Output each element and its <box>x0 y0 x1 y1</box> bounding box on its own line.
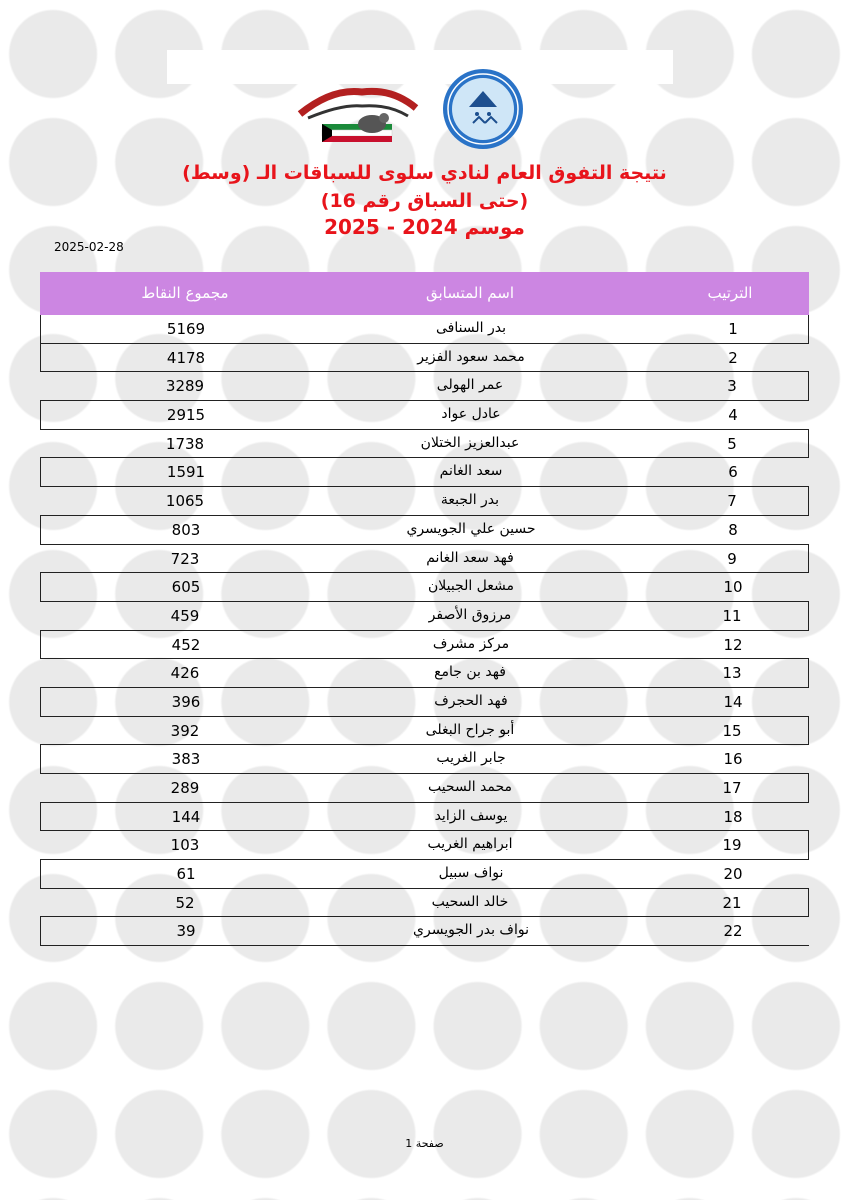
row-name: مرزوق الأصفر <box>428 606 512 623</box>
row-rank: 20 <box>723 865 743 884</box>
row-name: فهد بن جامع <box>434 664 506 681</box>
federation-emblem <box>441 67 525 151</box>
row-points: 144 <box>171 807 201 826</box>
row-name: محمد سعود الفزير <box>417 348 525 365</box>
table-row <box>40 602 809 631</box>
table-row <box>40 545 809 574</box>
table-row <box>40 516 809 545</box>
row-rank: 10 <box>723 578 743 597</box>
table-row <box>40 401 809 430</box>
row-rank: 18 <box>723 807 743 826</box>
row-points: 426 <box>170 664 200 683</box>
table-row <box>40 917 809 946</box>
row-points: 1591 <box>166 463 206 482</box>
row-name: بدر الجبعة <box>440 492 500 509</box>
row-points: 39 <box>176 922 196 941</box>
table-row <box>40 688 809 717</box>
row-rank: 9 <box>727 549 737 568</box>
table-row <box>40 631 809 660</box>
row-name: محمد السحيب <box>427 779 513 795</box>
row-points: 605 <box>171 578 201 597</box>
table-row <box>40 774 809 803</box>
report-subtitle: (حتى السباق رقم 16) <box>320 190 529 212</box>
row-rank: 13 <box>722 664 742 683</box>
row-rank: 6 <box>728 463 738 482</box>
row-rank: 16 <box>723 750 743 769</box>
row-rank: 1 <box>728 320 738 338</box>
row-name: عمر الهولى <box>436 377 504 394</box>
row-name: جابر الغريب <box>436 750 506 767</box>
kuwait-club-logo <box>292 84 422 150</box>
row-rank: 4 <box>728 406 738 425</box>
row-points: 289 <box>170 779 200 797</box>
row-points: 383 <box>171 750 201 769</box>
table-row <box>40 659 809 688</box>
row-name: عادل عواد <box>441 406 501 423</box>
row-rank: 22 <box>723 922 743 941</box>
row-points: 803 <box>171 520 201 539</box>
row-rank: 8 <box>728 520 738 539</box>
table-row <box>40 745 809 774</box>
row-name: نواف بدر الجويسري <box>413 922 529 939</box>
row-name: خالد السحيب <box>431 893 509 910</box>
row-name: ابراهيم الغريب <box>427 836 513 853</box>
table-row <box>40 831 809 860</box>
row-points: 52 <box>175 893 195 912</box>
row-rank: 15 <box>722 721 742 740</box>
row-points: 452 <box>171 635 201 654</box>
row-name: نواف سبيل <box>438 865 504 882</box>
row-rank: 5 <box>727 434 737 453</box>
row-rank: 17 <box>722 779 742 797</box>
row-rank: 11 <box>722 606 742 625</box>
row-points: 392 <box>170 721 200 740</box>
table-row <box>40 315 809 344</box>
table-row <box>40 372 809 401</box>
row-name: يوسف الزايد <box>434 807 508 824</box>
season-title: موسم 2024 - 2025 <box>324 215 525 239</box>
row-name: حسين علي الجويسري <box>406 520 536 537</box>
row-rank: 12 <box>723 635 743 654</box>
row-points: 1738 <box>165 434 205 453</box>
table-row <box>40 344 809 373</box>
row-points: 4178 <box>166 348 206 367</box>
row-name: بدر السنافى <box>436 320 506 336</box>
table-row <box>40 860 809 889</box>
results-table <box>40 315 809 946</box>
row-rank: 21 <box>722 893 742 912</box>
row-name: عبدالعزيز الختلان <box>420 434 520 451</box>
page-number: صفحة 1 <box>405 1137 444 1150</box>
header-rank: الترتيب <box>707 284 753 302</box>
row-points: 61 <box>176 865 196 884</box>
row-points: 1065 <box>165 492 205 511</box>
header-points: مجموع النقاط <box>141 284 229 302</box>
row-rank: 19 <box>722 836 742 855</box>
row-name: مشعل الجبيلان <box>427 578 515 595</box>
row-points: 5169 <box>166 320 206 338</box>
table-row <box>40 430 809 459</box>
row-points: 103 <box>170 836 200 855</box>
header-blank-bar <box>167 50 673 84</box>
row-points: 723 <box>170 549 200 568</box>
row-points: 396 <box>171 692 201 711</box>
row-points: 3289 <box>165 377 205 396</box>
row-points: 2915 <box>166 406 206 425</box>
row-points: 459 <box>170 606 200 625</box>
row-rank: 2 <box>728 348 738 367</box>
table-header <box>40 272 809 315</box>
row-rank: 7 <box>727 492 737 511</box>
row-rank: 14 <box>723 692 743 711</box>
table-row <box>40 573 809 602</box>
header-name: اسم المتسابق <box>425 284 515 302</box>
table-row <box>40 717 809 746</box>
row-rank: 3 <box>727 377 737 396</box>
table-row <box>40 803 809 832</box>
row-name: مركز مشرف <box>432 635 510 652</box>
row-name: فهد سعد الغانم <box>426 549 514 566</box>
row-name: فهد الحجرف <box>434 692 508 709</box>
table-row <box>40 458 809 487</box>
row-name: أبو جراح البغلى <box>425 721 515 738</box>
report-title: نتيجة التفوق العام لنادي سلوى للسباقات الـ (وسط) <box>182 162 667 184</box>
report-date: 2025-02-28 <box>54 240 124 254</box>
row-name: سعد الغانم <box>439 463 503 480</box>
table-row <box>40 889 809 918</box>
table-row <box>40 487 809 516</box>
